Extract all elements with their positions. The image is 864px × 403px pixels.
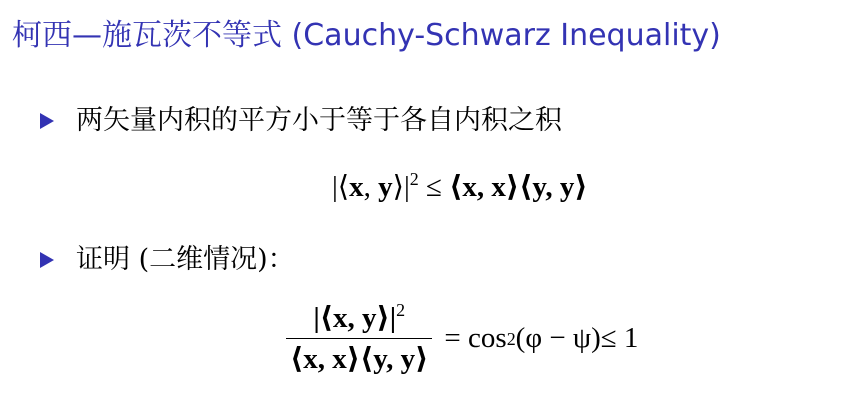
eq2-equals-cos: = cos bbox=[444, 322, 507, 354]
bullet-triangle-icon bbox=[40, 113, 54, 129]
slide-title: 柯西—施瓦茨不等式 (Cauchy-Schwarz Inequality) bbox=[12, 18, 721, 53]
eq1-exponent: 2 bbox=[409, 168, 419, 189]
bullet-text-1: 两矢量内积的平方小于等于各自内积之积 bbox=[76, 105, 562, 136]
eq1-lhs-open: |⟨ bbox=[332, 171, 350, 203]
eq2-numerator-text: |⟨x, y⟩| bbox=[313, 302, 397, 334]
eq2-fraction bbox=[286, 300, 432, 377]
eq2-numerator bbox=[309, 300, 409, 336]
eq2-denominator-text: ⟨x, x⟩⟨y, y⟩ bbox=[290, 343, 429, 375]
eq1-comma: , bbox=[363, 171, 379, 203]
eq2-denominator bbox=[286, 341, 432, 377]
bullet-text-2: 证明 (二维情况)： bbox=[76, 244, 295, 275]
equation-cauchy-schwarz bbox=[332, 167, 588, 207]
eq2-fraction-bar bbox=[286, 338, 432, 339]
eq1-y: y bbox=[378, 171, 393, 203]
eq2-argument: (φ − ψ) bbox=[515, 322, 601, 354]
bullet-item-1 bbox=[40, 101, 562, 141]
bullet-triangle-icon bbox=[40, 252, 54, 268]
bullet-item-2 bbox=[40, 240, 295, 280]
eq1-lhs-close: ⟩| bbox=[392, 171, 410, 203]
eq1-rhs: ⟨x, x⟩⟨y, y⟩ bbox=[449, 171, 588, 203]
eq1-x: x bbox=[349, 171, 364, 203]
eq2-relation: ≤ 1 bbox=[600, 322, 639, 354]
equation-cosine-proof: $\frac{|⟨x, y⟩|^2}{⟨x, x⟩⟨y, y⟩}$ = cos 2 (φ − ψ) ≤ 1 bbox=[286, 300, 638, 377]
eq2-numerator-exponent: 2 bbox=[396, 299, 406, 320]
eq1-relation: ≤ bbox=[418, 171, 450, 203]
